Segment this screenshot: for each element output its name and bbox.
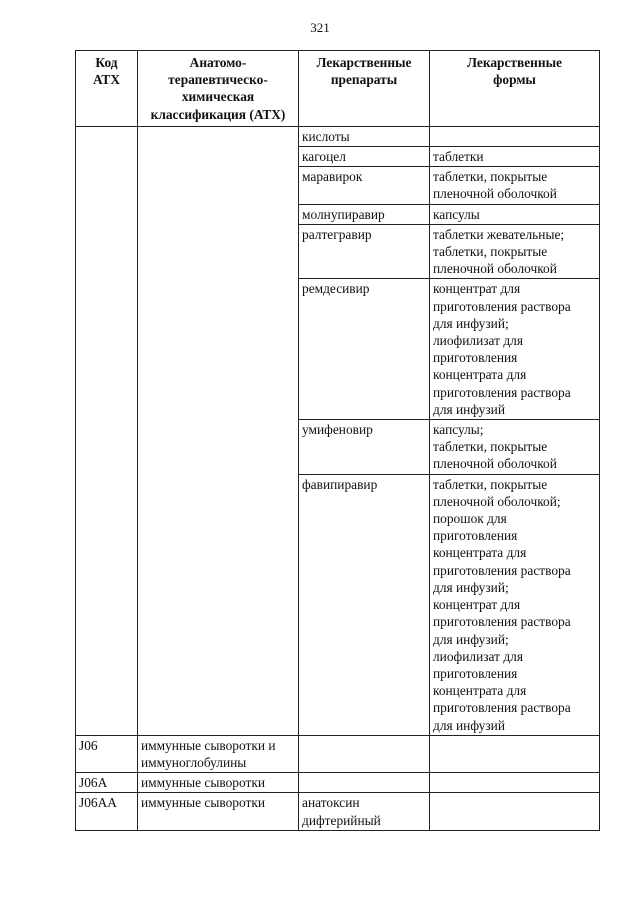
classification-cell: иммунные сыворотки и иммуноглобулины <box>138 735 299 772</box>
code-cell: J06 <box>76 735 138 772</box>
classification-cell: иммунные сыворотки <box>138 793 299 830</box>
form-cell <box>430 126 600 146</box>
drug-cell: ремдесивир <box>299 279 430 420</box>
drug-cell: анатоксин дифтерийный <box>299 793 430 830</box>
header-code: Код АТХ <box>76 51 138 127</box>
form-cell: капсулы; таблетки, покрытые пленочной оболочкой <box>430 420 600 475</box>
form-cell: капсулы <box>430 204 600 224</box>
drug-cell: фавипиравир <box>299 474 430 735</box>
drug-cell: молнупиравир <box>299 204 430 224</box>
drug-cell <box>299 773 430 793</box>
header-classification: Анатомо- терапевтическо- химическая классификация (АТХ) <box>138 51 299 127</box>
drug-cell <box>299 735 430 772</box>
form-cell: таблетки <box>430 147 600 167</box>
form-cell <box>430 773 600 793</box>
form-cell: таблетки жевательные; таблетки, покрытые пленочной оболочкой <box>430 224 600 279</box>
table-header-row <box>76 51 600 127</box>
form-cell <box>430 735 600 772</box>
page-number: 321 <box>310 20 330 35</box>
drug-cell: умифеновир <box>299 420 430 475</box>
header-forms: Лекарственные формы <box>430 51 600 127</box>
classification-cell-empty <box>138 126 299 735</box>
header-drugs: Лекарственные препараты <box>299 51 430 127</box>
table-row <box>76 793 600 830</box>
code-cell: J06AA <box>76 793 138 830</box>
form-cell: таблетки, покрытые пленочной оболочкой; порошок для приготовления концентрата для приготовления раствора для инфузий; концентрат для приготовления раствора для инфузий; лиофилизат для приготовления концентрата для приготовления раствора для инфузий <box>430 474 600 735</box>
drug-cell: кагоцел <box>299 147 430 167</box>
table-row <box>76 735 600 772</box>
table-row <box>76 126 600 146</box>
form-cell <box>430 793 600 830</box>
atx-drug-table <box>75 50 600 831</box>
form-cell: таблетки, покрытые пленочной оболочкой <box>430 167 600 204</box>
drug-cell: маравирок <box>299 167 430 204</box>
drug-cell: кислоты <box>299 126 430 146</box>
drug-cell: ралтегравир <box>299 224 430 279</box>
code-cell: J06A <box>76 773 138 793</box>
classification-cell: иммунные сыворотки <box>138 773 299 793</box>
form-cell: концентрат для приготовления раствора для инфузий; лиофилизат для приготовления концентрата для приготовления раствора для инфузий <box>430 279 600 420</box>
code-cell-empty <box>76 126 138 735</box>
table-row <box>76 773 600 793</box>
